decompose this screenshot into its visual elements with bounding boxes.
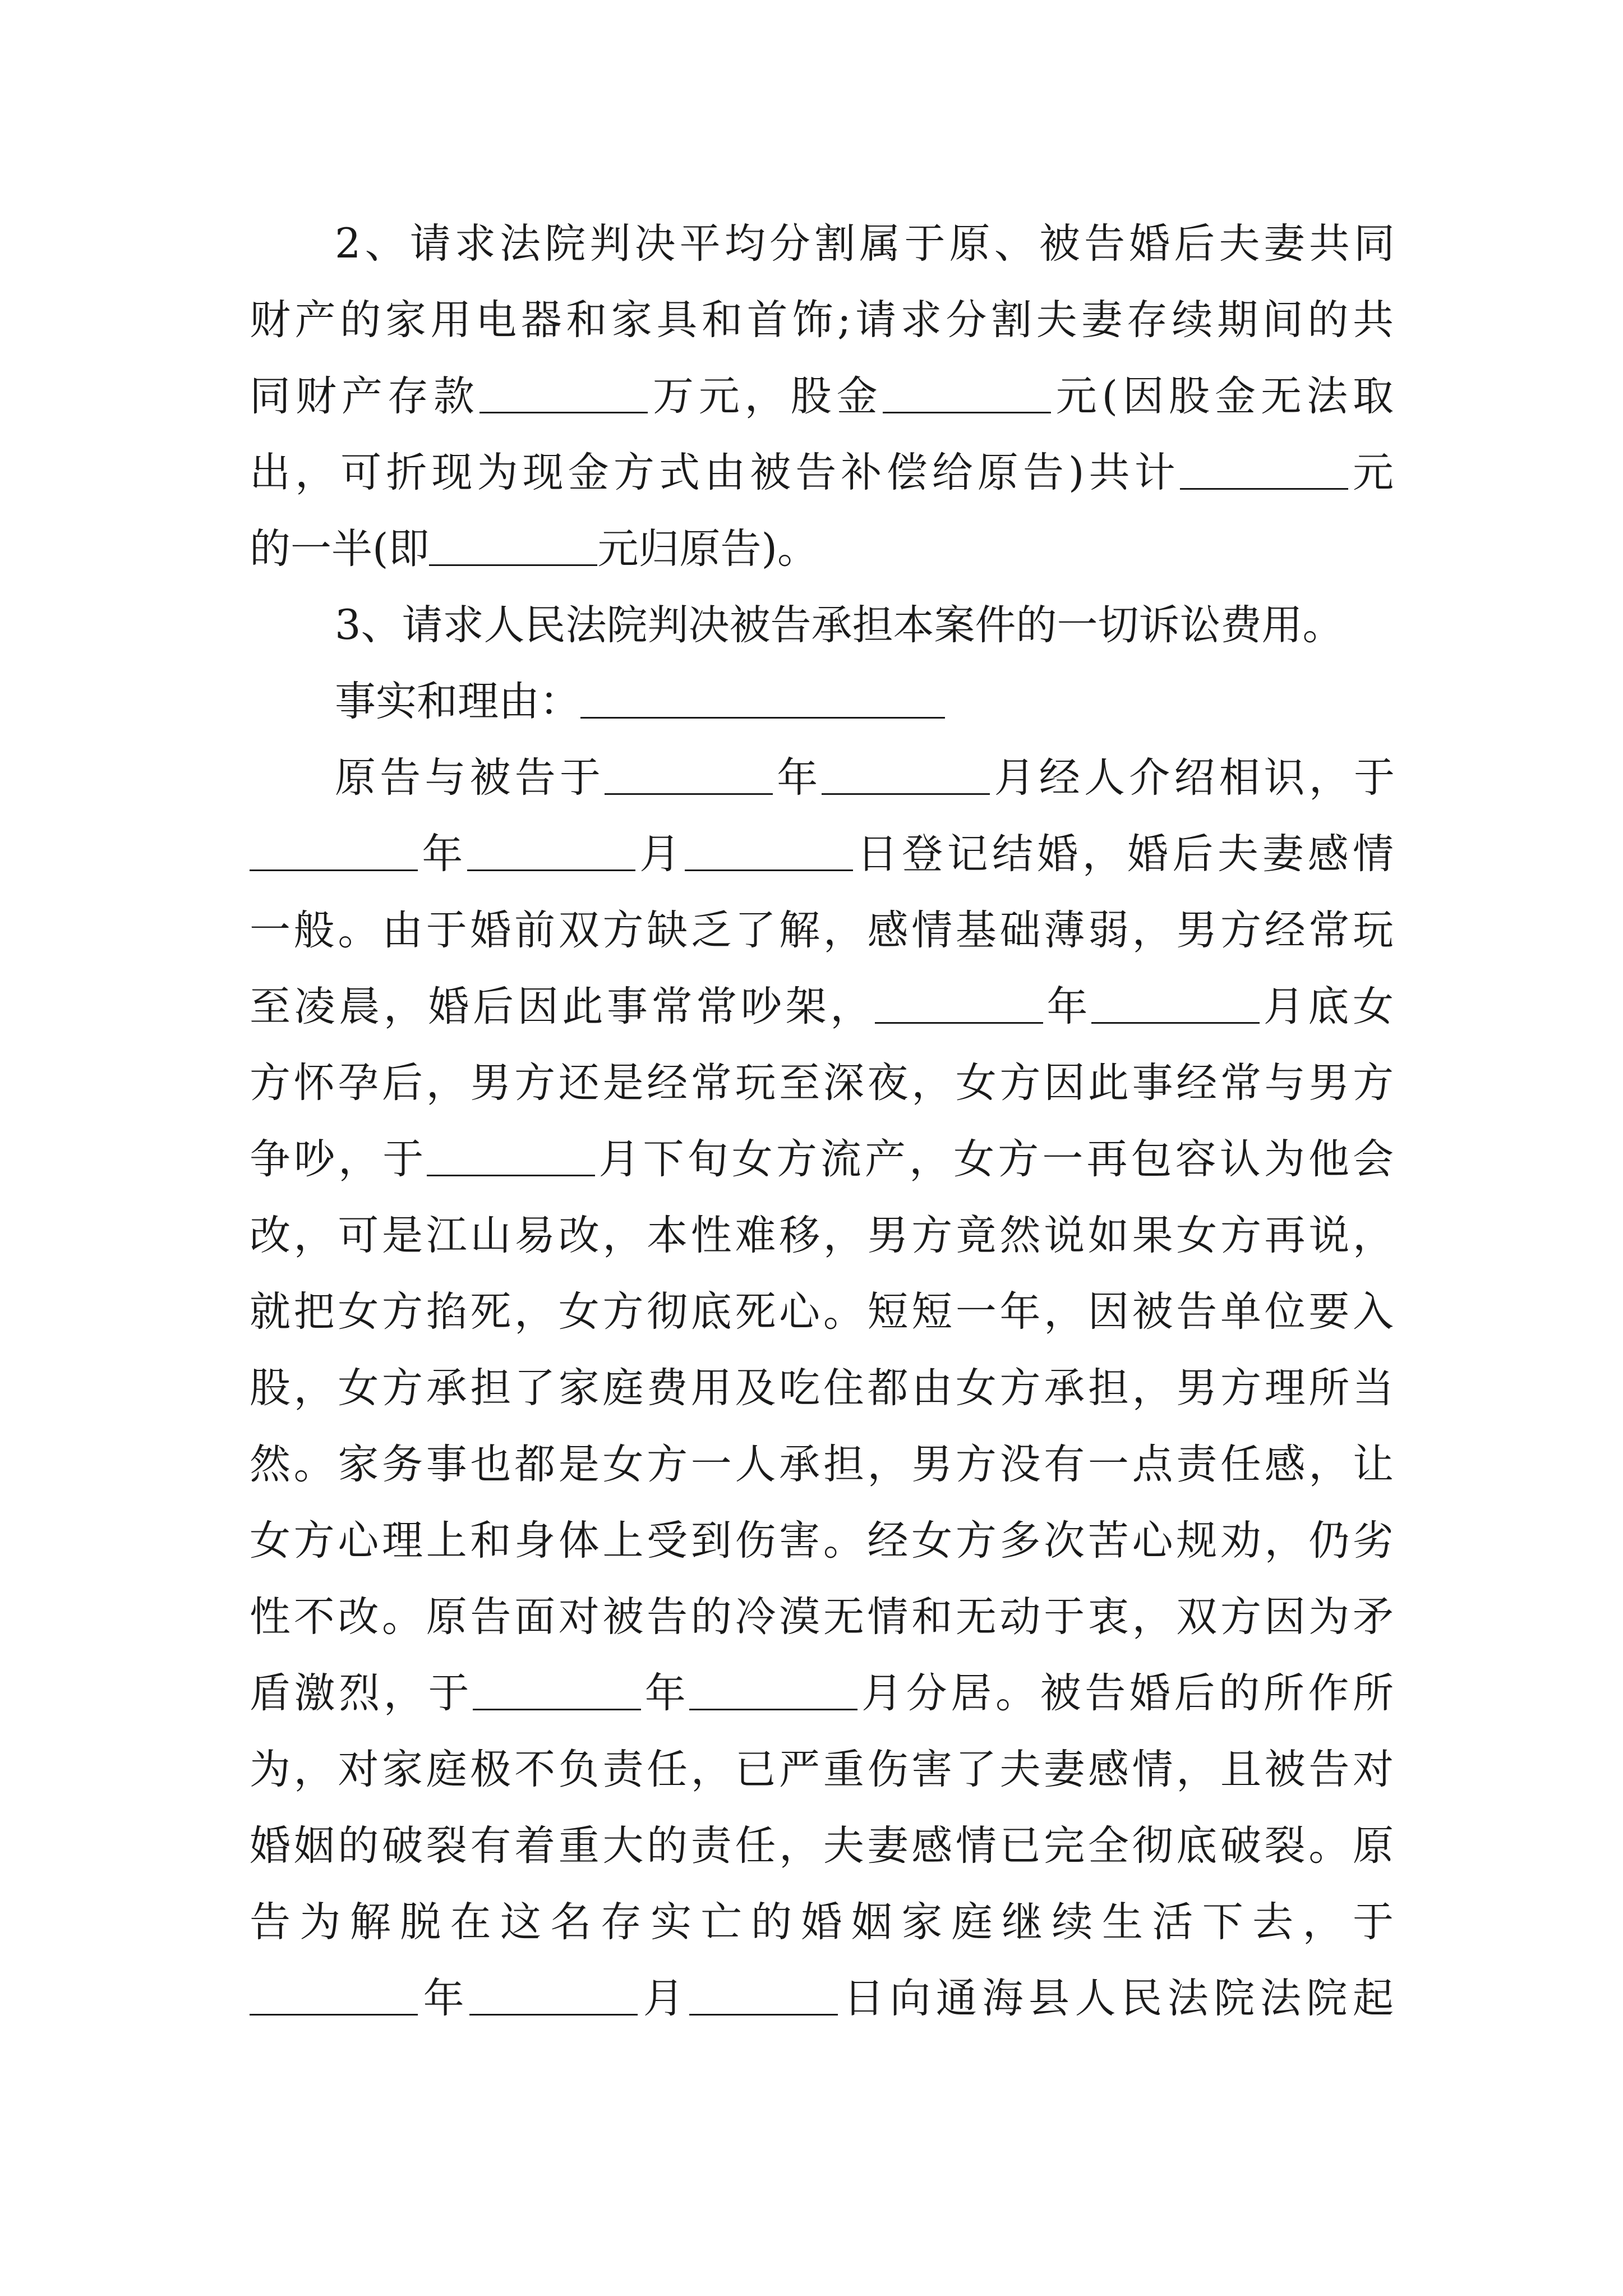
fill-blank [250,836,418,871]
text-line: 告为解脱在这名存实亡的婚姻家庭继续生活下去，于 [250,1898,1394,1946]
fill-blank [250,1980,418,2016]
text-line: 同财产存款 万元，股金 元(因股金无法取 [250,372,1394,420]
text-line: 为，对家庭极不负责任，已严重伤害了夫妻感情，且被告对 [250,1746,1394,1793]
text-line: 女方心理上和身体上受到伤害。经女方多次苦心规劝，仍劣 [250,1517,1394,1565]
fill-blank [429,531,597,566]
text-line: 年 月 日登记结婚，婚后夫妻感情 [250,815,1394,894]
text-line: 婚姻的破裂有着重大的责任，夫妻感情已完全彻底破裂。原 [250,1822,1394,1870]
text-line: 股，女方承担了家庭费用及吃住都由女方承担，男方理所当 [250,1364,1394,1412]
fill-blank [427,1141,595,1176]
text-line: 财产的家用电器和家具和首饰;请求分割夫妻存续期间的共 [250,296,1394,344]
text-line: 方怀孕后，男方还是经常玩至深夜，女方因此事经常与男方 [250,1059,1394,1107]
fill-blank [473,1675,641,1710]
text-line: 一般。由于婚前双方缺乏了解，感情基础薄弱，男方经常玩 [250,907,1394,954]
fill-blank [469,1980,638,2016]
fill-blank [1091,988,1260,1024]
text-line: 事实和理由： [335,662,1395,741]
text-line: 年 月 日向通海县人民法院法院起 [250,1959,1394,2038]
fill-blank [479,378,648,413]
text-line: 至凌晨，婚后因此事常常吵架， 年 月底女 [250,983,1394,1030]
fill-blank [605,760,773,795]
fill-blank [467,836,635,871]
fill-blank [689,1675,857,1710]
text-line: 改，可是江山易改，本性难移，男方竟然说如果女方再说， [250,1212,1394,1259]
text-line: 然。家务事也都是女方一人承担，男方没有一点责任感，让 [250,1441,1394,1488]
fill-blank [875,988,1043,1024]
text-line: 的一半(即 元归原告)。 [250,525,818,573]
fill-blank [1180,454,1348,490]
text-line: 原告与被告于 年 月经人介绍相识，于 [335,754,1395,802]
text-line: 就把女方掐死，女方彻底死心。短短一年，因被告单位要入 [250,1288,1394,1336]
fill-blank [580,683,945,719]
text-line: 出，可折现为现金方式由被告补偿给原告)共计 元 [250,449,1394,496]
text-line: 争吵，于 月下旬女方流产，女方一再包容认为他会 [250,1135,1394,1183]
text-line: 2、请求法院判决平均分割属于原、被告婚后夫妻共同 [335,220,1395,268]
text-line: 3、请求人民法院判决被告承担本案件的一切诉讼费用。 [335,601,1344,649]
fill-blank [685,836,853,871]
fill-blank [689,1980,838,2016]
fill-blank [822,760,990,795]
fill-blank [883,378,1051,413]
text-line: 盾激烈，于 年 月分居。被告婚后的所作所 [250,1669,1394,1717]
text-line: 性不改。原告面对被告的冷漠无情和无动于衷，双方因为矛 [250,1593,1394,1641]
